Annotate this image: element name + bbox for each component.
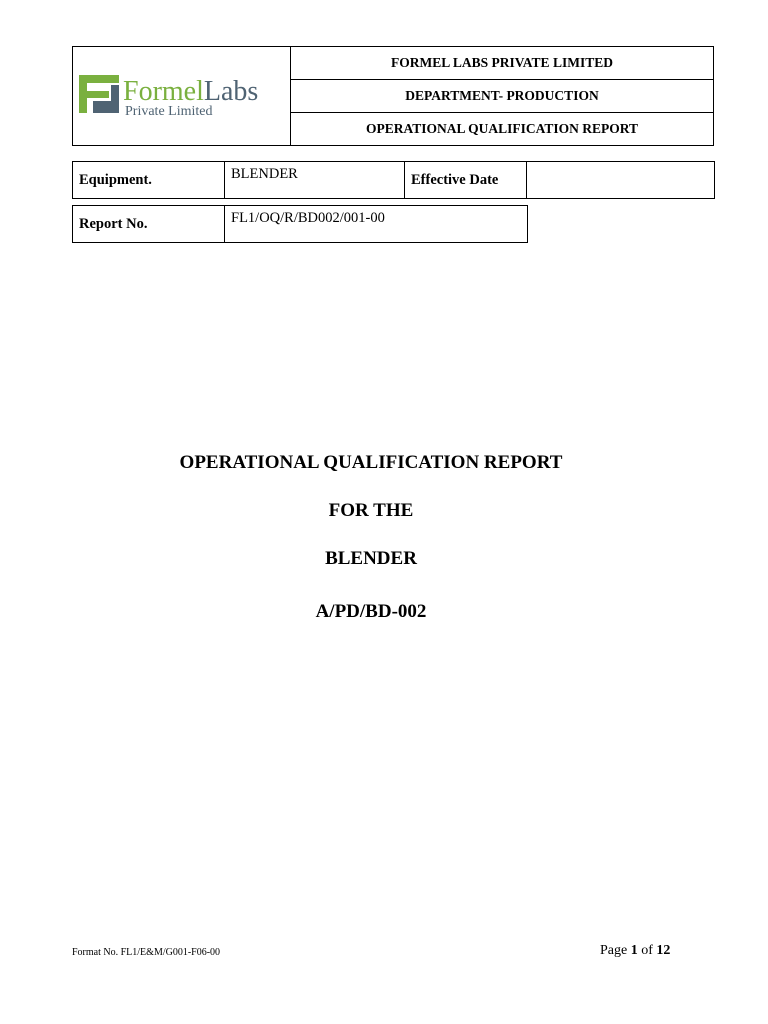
footer-page-number <box>600 943 670 959</box>
logo-name-labs: Labs <box>203 76 259 107</box>
title-line-4: A/PD/BD-002 <box>315 601 427 622</box>
page-word: Page <box>600 943 628 958</box>
equipment-table <box>72 161 715 199</box>
logo-cell <box>73 47 291 146</box>
equipment-value: BLENDER <box>225 162 405 199</box>
effective-date-label: Effective Date <box>405 162 527 199</box>
footer-format-number: Format No. FL1/E&M/G001-F06-00 <box>72 947 221 958</box>
logo-subtitle: Private Limited <box>125 104 213 119</box>
document-header <box>72 46 714 146</box>
page-total: 12 <box>656 943 671 958</box>
company-name: FORMEL LABS PRIVATE LIMITED <box>291 47 714 80</box>
title-line-1: OPERATIONAL QUALIFICATION REPORT <box>179 452 563 473</box>
page-current: 1 <box>630 943 638 958</box>
equipment-label: Equipment. <box>73 162 225 199</box>
report-number-value: FL1/OQ/R/BD002/001-00 <box>225 206 528 243</box>
formel-labs-logo <box>79 71 284 121</box>
report-number-table <box>72 205 528 243</box>
effective-date-value <box>527 162 715 199</box>
page-of: of <box>641 943 653 958</box>
logo-name-formel: Formel <box>123 76 204 107</box>
title-line-3: BLENDER <box>325 548 417 569</box>
department-name: DEPARTMENT- PRODUCTION <box>291 80 714 113</box>
title-line-2: FOR THE <box>328 500 414 521</box>
report-number-label: Report No. <box>73 206 225 243</box>
svg-text:FormelLabs <box>123 76 258 107</box>
document-type: OPERATIONAL QUALIFICATION REPORT <box>291 113 714 146</box>
